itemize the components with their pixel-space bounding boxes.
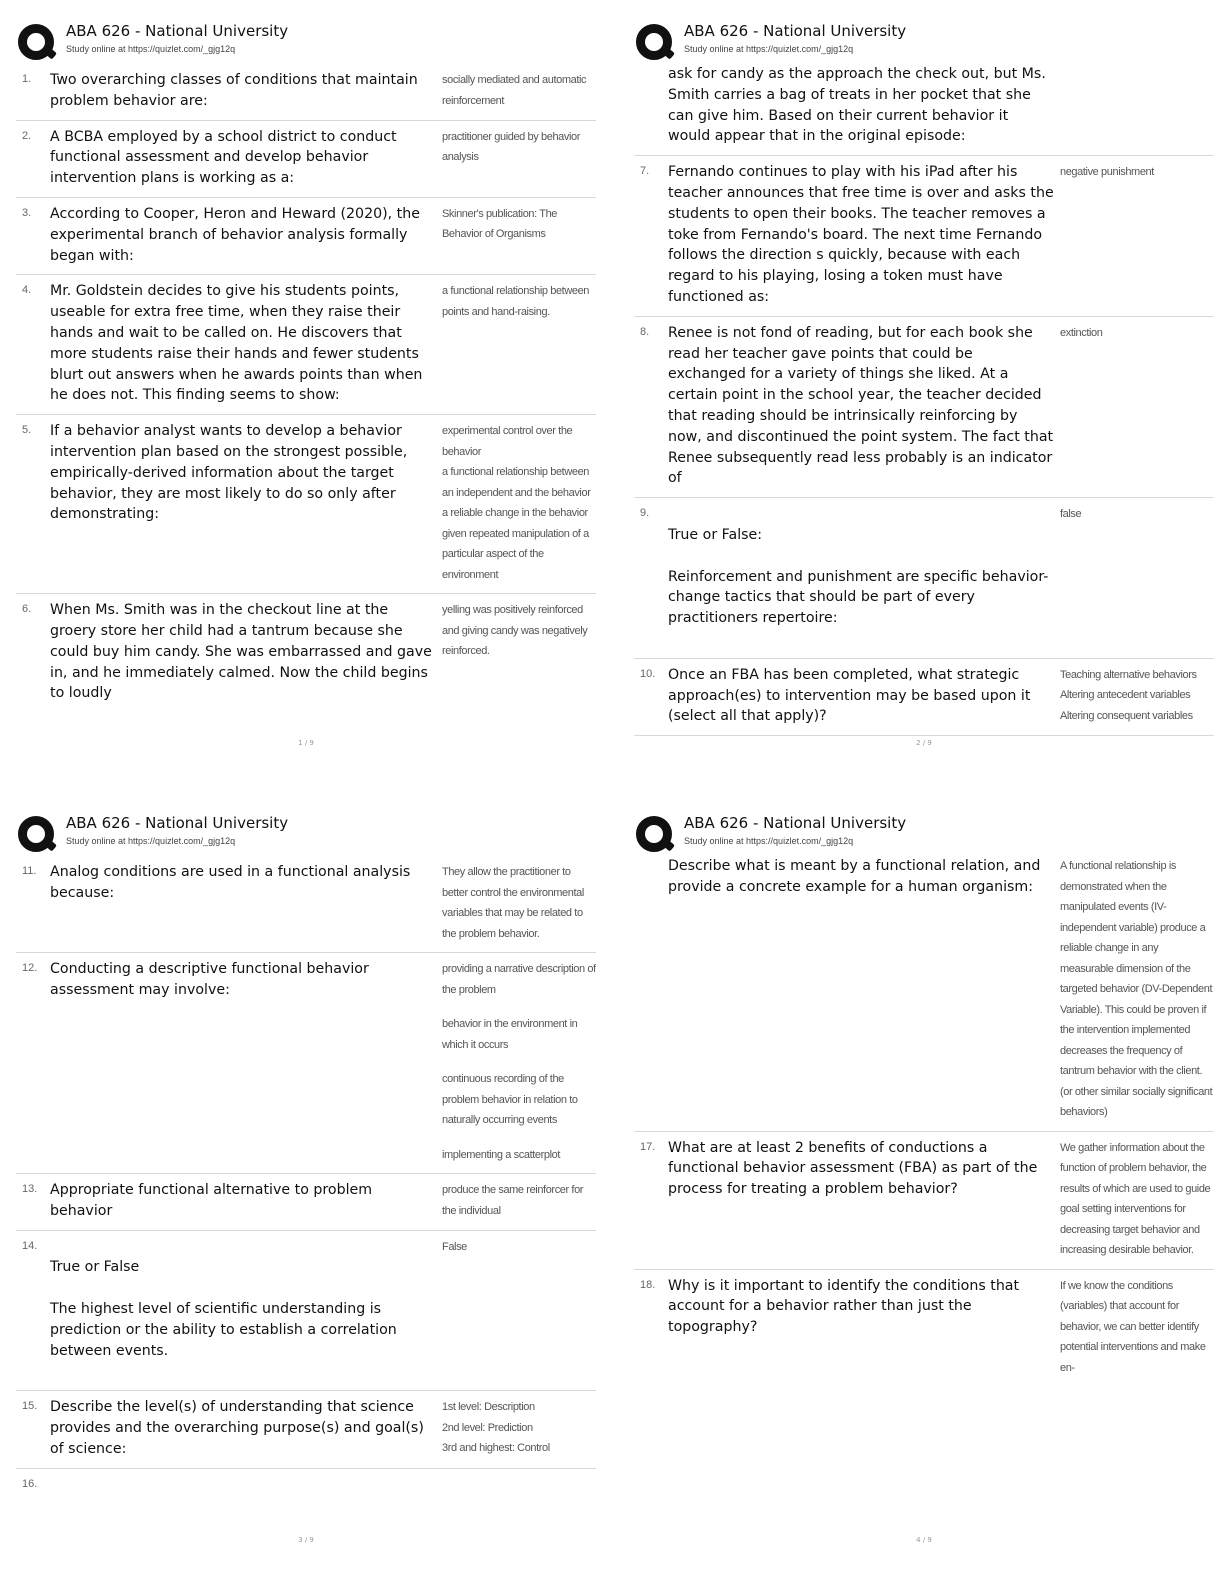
header-title: ABA 626 - National University: [66, 814, 289, 832]
flashcard-row: [16, 594, 596, 712]
card-number: 13.: [22, 1183, 38, 1195]
definition-text: a functional relationship between an independent and the behavior: [442, 466, 591, 499]
quizlet-logo-icon: [636, 816, 676, 852]
term-line: The highest level of scientific understanding is prediction or the ability to establish a correlation between events.: [50, 1300, 397, 1359]
card-number: 12.: [22, 962, 38, 974]
definition-text: Altering consequent variables: [1060, 709, 1193, 722]
card-definition: [442, 127, 596, 189]
card-definition: [442, 862, 596, 944]
flashcard-row: [634, 1132, 1214, 1270]
flashcard-row: [16, 64, 596, 121]
card-definition: [1060, 1138, 1214, 1261]
card-term: Analog conditions are used in a functional analysis because:: [50, 864, 411, 901]
definition-text: produce the same reinforcer for the individual: [442, 1184, 584, 1217]
definition-text: Altering antecedent variables: [1060, 689, 1191, 702]
definition-text: 2nd level: Prediction: [442, 1421, 533, 1434]
page-header: [16, 20, 596, 64]
card-term: According to Cooper, Heron and Heward (2020), the experimental branch of behavior analysis formally began with:: [50, 205, 420, 264]
definition-text: 3rd and highest: Control: [442, 1442, 550, 1455]
card-term: Describe the level(s) of understanding that science provides and the overarching purpose(s) and goal(s) of science:: [50, 1399, 424, 1457]
definition-text: False: [442, 1240, 467, 1253]
quizlet-logo-icon: [636, 24, 676, 60]
card-definition: [442, 204, 596, 266]
card-definition: [442, 1237, 596, 1383]
flashcard-row: [634, 156, 1214, 317]
card-number: 5.: [22, 424, 32, 437]
card-term: Conducting a descriptive functional behavior assessment may involve:: [50, 961, 369, 998]
card-definition: [442, 959, 596, 1165]
card-number: 6.: [22, 603, 32, 616]
flashcard-row: [16, 198, 596, 275]
card-term: Describe what is meant by a functional relation, and provide a concrete example for a human organism:: [668, 858, 1041, 895]
header-subtitle: Study online at https://quizlet.com/_gjg12q: [684, 44, 854, 54]
term-line: True or False:: [668, 526, 763, 543]
definition-text: providing a narrative description of the problem: [442, 963, 596, 996]
card-term: When Ms. Smith was in the checkout line at the groery store her child had a tantrum because she could buy him candy. She was embarrassed and gave in, and he immediately calmed. Now the child begins to loudly: [50, 602, 432, 702]
flashcard-row: [16, 121, 596, 198]
quizlet-logo-icon: [18, 24, 58, 60]
definition-text: Skinner's publication: The Behavior of Organisms: [442, 207, 558, 241]
card-term: Two overarching classes of conditions that maintain problem behavior are:: [50, 72, 418, 109]
card-number: 15.: [22, 1400, 38, 1413]
page-2: [634, 20, 1214, 755]
card-number: 7.: [640, 165, 650, 178]
card-number: 17.: [640, 1140, 656, 1153]
flashcard-row: [634, 659, 1214, 736]
definition-text: yelling was positively reinforced and giving candy was negatively reinforced.: [442, 604, 588, 658]
flashcard-row: [16, 415, 596, 594]
flashcard-row: [16, 1231, 596, 1392]
card-term: [50, 1237, 442, 1383]
card-definition: [442, 1475, 596, 1490]
flashcard-row-continued: [634, 856, 1214, 1132]
definition-text: experimental control over the behavior: [442, 425, 573, 458]
flashcard-row: [16, 953, 596, 1174]
page-3: [16, 812, 596, 1552]
card-number: 8.: [640, 325, 650, 338]
card-number: 1.: [22, 73, 32, 85]
header-title: ABA 626 - National University: [66, 22, 289, 40]
definition-text: socially mediated and automatic reinforcement: [442, 74, 587, 107]
card-number: 14.: [22, 1239, 38, 1252]
card-definition: [1060, 323, 1214, 489]
card-number: 16.: [22, 1477, 38, 1490]
term-line: Reinforcement and punishment are specific behavior-change tactics that should be part of every practitioners repertoire:: [668, 568, 1049, 627]
flashcard-row: [634, 498, 1214, 659]
card-definition: [442, 281, 596, 406]
card-definition: [1060, 856, 1214, 1123]
card-term: Once an FBA has been completed, what strategic approach(es) to intervention may be based upon it (select all that apply)?: [668, 666, 1031, 725]
card-number: 2.: [22, 129, 32, 142]
card-number: [634, 856, 668, 1123]
definition-text: They allow the practitioner to better control the environmental variables that may be related to the problem behavior.: [442, 866, 584, 940]
definition-text: implementing a scatterplot: [442, 1148, 560, 1161]
page-header: [634, 812, 1214, 856]
flashcard-row: [16, 275, 596, 415]
flashcard-row: [16, 1391, 596, 1468]
card-term: Renee is not fond of reading, but for each book she read her teacher gave points that could be exchanged for a variety of things she liked. At a certain point in the school year, the teacher decided that reading should be intrinsically reinforcing by now, and discontinued the point system. The fact that Renee subsequently read less probably is an indicator of: [668, 324, 1054, 487]
card-definition: [442, 600, 596, 704]
header-title: ABA 626 - National University: [684, 814, 907, 832]
definition-text: We gather information about the function of problem behavior, the results of which are used to guide goal setting interventions for decreasing target behavior and increasing desirable behavior.: [1060, 1141, 1211, 1256]
card-term: Appropriate functional alternative to problem behavior: [50, 1182, 373, 1219]
header-subtitle: Study online at https://quizlet.com/_gjg12q: [684, 836, 854, 846]
card-number: 10.: [640, 667, 656, 680]
definition-text: If we know the conditions (variables) that account for behavior, we can better identify potential interventions and make en-: [1060, 1279, 1206, 1374]
card-number: [634, 64, 668, 147]
flashcard-row: [634, 1270, 1214, 1387]
header-title: ABA 626 - National University: [684, 22, 907, 40]
card-number: 3.: [22, 206, 32, 219]
page-header: [634, 20, 1214, 64]
card-number: 11.: [22, 865, 37, 877]
card-number: 9.: [640, 507, 650, 520]
card-definition: [442, 1397, 596, 1459]
card-term: ask for candy as the approach the check out, but Ms. Smith carries a bag of treats in her pocket that she can give him. Based on their current behavior it would appear that in the original episode:: [668, 66, 1046, 145]
page-number: 1 / 9: [298, 739, 314, 747]
card-term: A BCBA employed by a school district to conduct functional assessment and develop behavior intervention plans is working as a:: [50, 128, 397, 187]
header-subtitle: Study online at https://quizlet.com/_gjg12q: [66, 44, 236, 54]
definition-text: 1st level: Description: [442, 1401, 535, 1414]
header-subtitle: Study online at https://quizlet.com/_gjg12q: [66, 836, 236, 846]
definition-text: a reliable change in the behavior given repeated manipulation of a particular aspect of the environment: [442, 507, 589, 581]
definition-text: extinction: [1060, 326, 1103, 339]
page-4: [634, 812, 1214, 1552]
definition-text: continuous recording of the problem behavior in relation to naturally occurring events: [442, 1073, 578, 1126]
card-term: [668, 504, 1060, 650]
card-definition: [1060, 162, 1214, 308]
flashcard-row: [634, 317, 1214, 498]
card-term: [50, 1475, 442, 1490]
page-header: [16, 812, 596, 856]
term-line: True or False: [50, 1259, 140, 1276]
flashcard-row: [16, 1174, 596, 1231]
page-number: 2 / 9: [916, 739, 932, 747]
page-1: [16, 20, 596, 755]
card-term: If a behavior analyst wants to develop a behavior intervention plan based on the strongest possible, empirically-derived information about the target behavior, they are most likely to do so only after demonstrating:: [50, 423, 408, 523]
definition-text: practitioner guided by behavior analysis: [442, 130, 581, 164]
quizlet-logo-icon: [18, 816, 58, 852]
card-definition: [442, 70, 596, 112]
flashcard-row-continued: [634, 64, 1214, 156]
card-term: Why is it important to identify the conditions that account for a behavior rather than just the topography?: [668, 1277, 1020, 1336]
definition-text: a functional relationship between points and hand-raising.: [442, 285, 590, 318]
card-number: 4.: [22, 284, 32, 297]
card-definition: [1060, 665, 1214, 727]
page-number: 4 / 9: [916, 1536, 932, 1544]
definition-text: negative punishment: [1060, 166, 1154, 179]
card-term: Fernando continues to play with his iPad after his teacher announces that free time is over and asks the students to open their books. The teacher removes a toke from Fernando's board. The next time Fernando follows the direction s quickly, because with each regard to his playing, losing a token must have functioned as:: [668, 164, 1054, 305]
definition-text: A functional relationship is demonstrated when the manipulated events (IV-independent variable) produce a reliable change in any measurable dimension of the targeted behavior (DV-Dependent Variable). This could be proven if the intervention implemented decreases the frequency of tantrum behavior with the client.: [1060, 860, 1213, 1077]
card-definition: [1060, 64, 1214, 147]
flashcard-row: [16, 1469, 596, 1498]
card-term: What are at least 2 benefits of conductions a functional behavior assessment (FBA) as part of the process for treating a problem behavior?: [668, 1139, 1038, 1198]
card-term: Mr. Goldstein decides to give his students points, useable for extra free time, when they raise their hands and wait to be called on. He discovers that more students raise their hands and fewer students blurt out answers when he awards points than when he does not. This finding seems to show:: [50, 283, 423, 404]
card-definition: [1060, 504, 1214, 650]
card-number: 18.: [640, 1278, 656, 1291]
definition-text: false: [1060, 508, 1082, 521]
card-definition: [1060, 1276, 1214, 1379]
card-definition: [442, 421, 596, 585]
definition-text: Teaching alternative behaviors: [1060, 668, 1197, 681]
definition-text: behavior in the environment in which it occurs: [442, 1018, 578, 1051]
page-number: 3 / 9: [298, 1536, 314, 1544]
definition-text: (or other similar socially significant behaviors): [1060, 1085, 1213, 1118]
flashcard-row: [16, 856, 596, 953]
card-definition: [442, 1180, 596, 1222]
